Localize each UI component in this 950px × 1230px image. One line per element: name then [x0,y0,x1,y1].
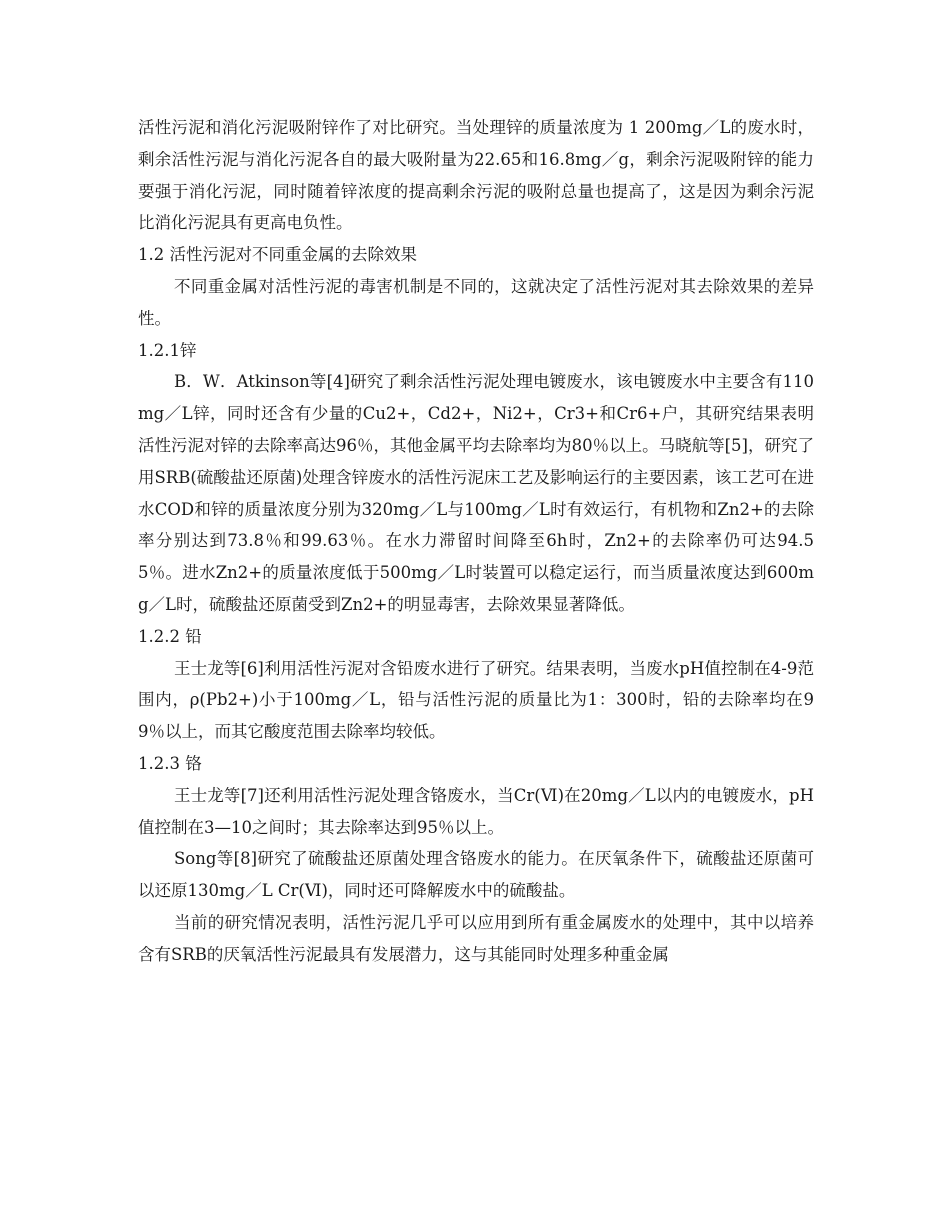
paragraph-lead-study: 王士龙等[6]利用活性污泥对含铅废水进行了研究。结果表明，当废水pH值控制在4-9范围内，ρ(Pb2+)小于100mg／L，铅与活性污泥的质量比为1：300时，铅的去除率均在99％以上，而其它酸度范围去除率均较低。 [138,658,814,742]
paragraph-chromium-study-song: Song等[8]研究了硫酸盐还原菌处理含铬废水的能力。在厌氧条件下，硫酸盐还原菌可以还原130mg／L Cr(Ⅵ)，同时还可降解废水中的硫酸盐。 [138,849,814,901]
paragraph-toxicity-mechanism: 不同重金属对活性污泥的毒害机制是不同的，这就决定了活性污泥对其去除效果的差异性。 [138,276,814,328]
document-page [138,112,814,971]
paragraph-chromium-study-wang: 王士龙等[7]还利用活性污泥处理含铬废水，当Cr(Ⅵ)在20mg／L以内的电镀废水，pH值控制在3—10之间时；其去除率达到95％以上。 [138,785,814,837]
section-heading-1-2-2-lead: 1.2.2 铅 [138,626,202,646]
paragraph-zinc-studies: B．W．Atkinson等[4]研究了剩余活性污泥处理电镀废水，该电镀废水中主要含有110mg／L锌，同时还含有少量的Cu2+，Cd2+，Ni2+，Cr3+和Cr6+户，其研究结果表明活性污泥对锌的去除率高达96％，其他金属平均去除率均为80％以上。马晓航等[5]，研究了用SRB(硫酸盐还原菌)处理含锌废水的活性污泥床工艺及影响运行的主要因素，该工艺可在进水COD和锌的质量浓度分别为320mg／L与100mg／L时有效运行，有机物和Zn2+的去除率分别达到73.8％和99.63％。在水力滞留时间降至6h时，Zn2+的去除率仍可达94.55％。进水Zn2+的质量浓度低于500mg／L时装置可以稳定运行，而当质量浓度达到600mg／L时，硫酸盐还原菌受到Zn2+的明显毒害，去除效果显著降低。 [138,372,814,614]
section-heading-1-2-3-chromium: 1.2.3 铬 [138,753,202,773]
paragraph-research-summary: 当前的研究情况表明，活性污泥几乎可以应用到所有重金属废水的处理中，其中以培养含有SRB的厌氧活性污泥最具有发展潜力，这与其能同时处理多种重金属 [138,912,814,964]
section-heading-1-2: 1.2 活性污泥对不同重金属的去除效果 [138,245,417,265]
section-heading-1-2-1-zinc: 1.2.1锌 [138,340,197,360]
paragraph-zinc-adsorption-comparison: 活性污泥和消化污泥吸附锌作了对比研究。当处理锌的质量浓度为 1 200mg／L的废水时，剩余活性污泥与消化污泥各自的最大吸附量为22.65和16.8mg／g，剩余污泥吸附锌的能力要强于消化污泥，同时随着锌浓度的提高剩余污泥的吸附总量也提高了，这是因为剩余污泥比消化污泥具有更高电负性。 [138,118,814,233]
